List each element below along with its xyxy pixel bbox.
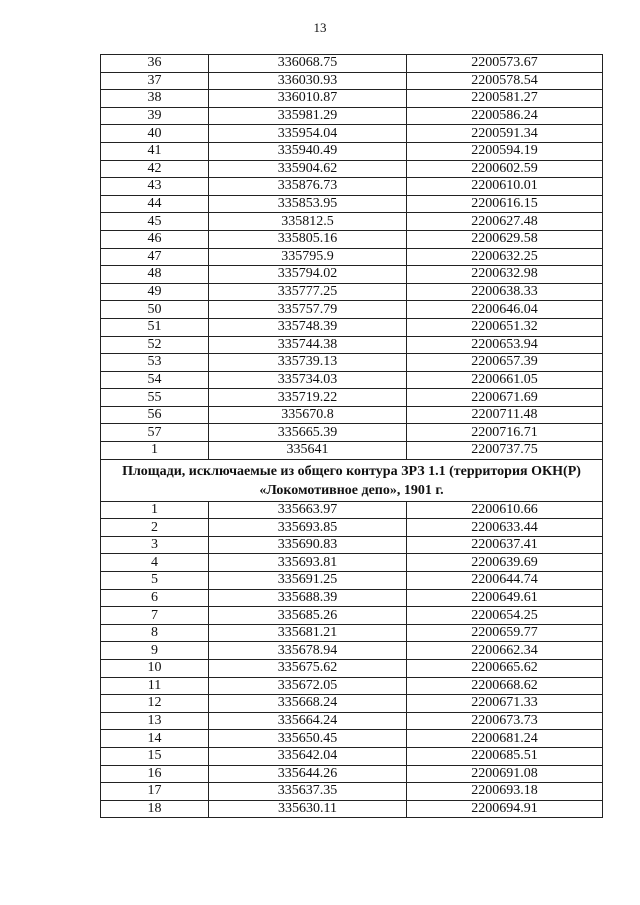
x-coordinate-cell: 335642.04 bbox=[209, 747, 407, 765]
y-coordinate-cell: 2200673.73 bbox=[407, 712, 603, 730]
point-number-cell: 50 bbox=[101, 301, 209, 319]
x-coordinate-cell: 335734.03 bbox=[209, 371, 407, 389]
y-coordinate-cell: 2200610.01 bbox=[407, 178, 603, 196]
x-coordinate-cell: 335630.11 bbox=[209, 800, 407, 818]
y-coordinate-cell: 2200638.33 bbox=[407, 283, 603, 301]
table-row bbox=[101, 589, 603, 607]
y-coordinate-cell: 2200639.69 bbox=[407, 554, 603, 572]
section-header-group bbox=[101, 459, 603, 501]
x-coordinate-cell: 335757.79 bbox=[209, 301, 407, 319]
table-row bbox=[101, 572, 603, 590]
y-coordinate-cell: 2200661.05 bbox=[407, 371, 603, 389]
point-number-cell: 39 bbox=[101, 107, 209, 125]
x-coordinate-cell: 335675.62 bbox=[209, 660, 407, 678]
y-coordinate-cell: 2200662.34 bbox=[407, 642, 603, 660]
y-coordinate-cell: 2200632.98 bbox=[407, 266, 603, 284]
x-coordinate-cell: 335665.39 bbox=[209, 424, 407, 442]
table-row bbox=[101, 660, 603, 678]
y-coordinate-cell: 2200629.58 bbox=[407, 230, 603, 248]
x-coordinate-cell: 335876.73 bbox=[209, 178, 407, 196]
table-row bbox=[101, 125, 603, 143]
table-row bbox=[101, 677, 603, 695]
table-row bbox=[101, 72, 603, 90]
table-row bbox=[101, 195, 603, 213]
table-row bbox=[101, 142, 603, 160]
x-coordinate-cell: 335739.13 bbox=[209, 354, 407, 372]
table-row bbox=[101, 424, 603, 442]
table-row bbox=[101, 90, 603, 108]
table-row bbox=[101, 442, 603, 460]
point-number-cell: 36 bbox=[101, 55, 209, 73]
x-coordinate-cell: 335650.45 bbox=[209, 730, 407, 748]
x-coordinate-cell: 335795.9 bbox=[209, 248, 407, 266]
point-number-cell: 42 bbox=[101, 160, 209, 178]
y-coordinate-cell: 2200665.62 bbox=[407, 660, 603, 678]
y-coordinate-cell: 2200659.77 bbox=[407, 624, 603, 642]
point-number-cell: 18 bbox=[101, 800, 209, 818]
y-coordinate-cell: 2200737.75 bbox=[407, 442, 603, 460]
table-row bbox=[101, 765, 603, 783]
x-coordinate-cell: 335663.97 bbox=[209, 501, 407, 519]
y-coordinate-cell: 2200651.32 bbox=[407, 318, 603, 336]
point-number-cell: 15 bbox=[101, 747, 209, 765]
y-coordinate-cell: 2200633.44 bbox=[407, 519, 603, 537]
table-row bbox=[101, 406, 603, 424]
table-row bbox=[101, 283, 603, 301]
point-number-cell: 1 bbox=[101, 442, 209, 460]
x-coordinate-cell: 336030.93 bbox=[209, 72, 407, 90]
table-row bbox=[101, 213, 603, 231]
table-row bbox=[101, 783, 603, 801]
x-coordinate-cell: 335685.26 bbox=[209, 607, 407, 625]
point-number-cell: 9 bbox=[101, 642, 209, 660]
point-number-cell: 16 bbox=[101, 765, 209, 783]
y-coordinate-cell: 2200602.59 bbox=[407, 160, 603, 178]
table-row bbox=[101, 336, 603, 354]
y-coordinate-cell: 2200591.34 bbox=[407, 125, 603, 143]
table-row bbox=[101, 695, 603, 713]
point-number-cell: 8 bbox=[101, 624, 209, 642]
point-number-cell: 57 bbox=[101, 424, 209, 442]
y-coordinate-cell: 2200573.67 bbox=[407, 55, 603, 73]
y-coordinate-cell: 2200685.51 bbox=[407, 747, 603, 765]
x-coordinate-cell: 335664.24 bbox=[209, 712, 407, 730]
point-number-cell: 37 bbox=[101, 72, 209, 90]
point-number-cell: 13 bbox=[101, 712, 209, 730]
table-row bbox=[101, 747, 603, 765]
x-coordinate-cell: 335954.04 bbox=[209, 125, 407, 143]
table-row bbox=[101, 607, 603, 625]
table-row bbox=[101, 730, 603, 748]
table-row bbox=[101, 230, 603, 248]
y-coordinate-cell: 2200637.41 bbox=[407, 536, 603, 554]
x-coordinate-cell: 335690.83 bbox=[209, 536, 407, 554]
y-coordinate-cell: 2200610.66 bbox=[407, 501, 603, 519]
table-row bbox=[101, 371, 603, 389]
x-coordinate-cell: 335693.81 bbox=[209, 554, 407, 572]
table-row bbox=[101, 301, 603, 319]
point-number-cell: 12 bbox=[101, 695, 209, 713]
table-row bbox=[101, 248, 603, 266]
point-number-cell: 48 bbox=[101, 266, 209, 284]
point-number-cell: 53 bbox=[101, 354, 209, 372]
table-row bbox=[101, 642, 603, 660]
point-number-cell: 51 bbox=[101, 318, 209, 336]
y-coordinate-cell: 2200654.25 bbox=[407, 607, 603, 625]
x-coordinate-cell: 335777.25 bbox=[209, 283, 407, 301]
x-coordinate-cell: 335637.35 bbox=[209, 783, 407, 801]
point-number-cell: 17 bbox=[101, 783, 209, 801]
y-coordinate-cell: 2200644.74 bbox=[407, 572, 603, 590]
point-number-cell: 54 bbox=[101, 371, 209, 389]
table-row bbox=[101, 519, 603, 537]
y-coordinate-cell: 2200632.25 bbox=[407, 248, 603, 266]
coordinates-rows-before bbox=[101, 55, 603, 460]
point-number-cell: 11 bbox=[101, 677, 209, 695]
point-number-cell: 55 bbox=[101, 389, 209, 407]
x-coordinate-cell: 335812.5 bbox=[209, 213, 407, 231]
point-number-cell: 1 bbox=[101, 501, 209, 519]
y-coordinate-cell: 2200616.15 bbox=[407, 195, 603, 213]
x-coordinate-cell: 335744.38 bbox=[209, 336, 407, 354]
table-row bbox=[101, 536, 603, 554]
point-number-cell: 2 bbox=[101, 519, 209, 537]
x-coordinate-cell: 335719.22 bbox=[209, 389, 407, 407]
y-coordinate-cell: 2200681.24 bbox=[407, 730, 603, 748]
y-coordinate-cell: 2200671.33 bbox=[407, 695, 603, 713]
table-row bbox=[101, 266, 603, 284]
x-coordinate-cell: 336068.75 bbox=[209, 55, 407, 73]
y-coordinate-cell: 2200657.39 bbox=[407, 354, 603, 372]
x-coordinate-cell: 336010.87 bbox=[209, 90, 407, 108]
x-coordinate-cell: 335904.62 bbox=[209, 160, 407, 178]
x-coordinate-cell: 335940.49 bbox=[209, 142, 407, 160]
table-row bbox=[101, 389, 603, 407]
table-row bbox=[101, 160, 603, 178]
y-coordinate-cell: 2200694.91 bbox=[407, 800, 603, 818]
x-coordinate-cell: 335668.24 bbox=[209, 695, 407, 713]
x-coordinate-cell: 335678.94 bbox=[209, 642, 407, 660]
table-row bbox=[101, 624, 603, 642]
point-number-cell: 5 bbox=[101, 572, 209, 590]
table-row bbox=[101, 107, 603, 125]
table-row bbox=[101, 800, 603, 818]
x-coordinate-cell: 335670.8 bbox=[209, 406, 407, 424]
table-row bbox=[101, 354, 603, 372]
y-coordinate-cell: 2200653.94 bbox=[407, 336, 603, 354]
x-coordinate-cell: 335672.05 bbox=[209, 677, 407, 695]
x-coordinate-cell: 335691.25 bbox=[209, 572, 407, 590]
table-row bbox=[101, 501, 603, 519]
x-coordinate-cell: 335688.39 bbox=[209, 589, 407, 607]
x-coordinate-cell: 335641 bbox=[209, 442, 407, 460]
point-number-cell: 41 bbox=[101, 142, 209, 160]
point-number-cell: 6 bbox=[101, 589, 209, 607]
point-number-cell: 10 bbox=[101, 660, 209, 678]
point-number-cell: 7 bbox=[101, 607, 209, 625]
x-coordinate-cell: 335981.29 bbox=[209, 107, 407, 125]
point-number-cell: 56 bbox=[101, 406, 209, 424]
table-row bbox=[101, 178, 603, 196]
y-coordinate-cell: 2200594.19 bbox=[407, 142, 603, 160]
coordinates-table bbox=[100, 54, 603, 818]
point-number-cell: 40 bbox=[101, 125, 209, 143]
table-row bbox=[101, 712, 603, 730]
section-header: Площади, исключаемые из общего контура ЗРЗ 1.1 (территория ОКН(Р) «Локомотивное депо», 1901 г. bbox=[101, 459, 603, 501]
page-number: 13 bbox=[313, 20, 327, 35]
table-row bbox=[101, 554, 603, 572]
x-coordinate-cell: 335805.16 bbox=[209, 230, 407, 248]
y-coordinate-cell: 2200649.61 bbox=[407, 589, 603, 607]
y-coordinate-cell: 2200671.69 bbox=[407, 389, 603, 407]
point-number-cell: 43 bbox=[101, 178, 209, 196]
section-header-row bbox=[101, 459, 603, 501]
x-coordinate-cell: 335853.95 bbox=[209, 195, 407, 213]
y-coordinate-cell: 2200691.08 bbox=[407, 765, 603, 783]
table-row bbox=[101, 318, 603, 336]
point-number-cell: 46 bbox=[101, 230, 209, 248]
point-number-cell: 38 bbox=[101, 90, 209, 108]
x-coordinate-cell: 335748.39 bbox=[209, 318, 407, 336]
point-number-cell: 45 bbox=[101, 213, 209, 231]
x-coordinate-cell: 335693.85 bbox=[209, 519, 407, 537]
y-coordinate-cell: 2200578.54 bbox=[407, 72, 603, 90]
point-number-cell: 49 bbox=[101, 283, 209, 301]
point-number-cell: 47 bbox=[101, 248, 209, 266]
point-number-cell: 44 bbox=[101, 195, 209, 213]
x-coordinate-cell: 335794.02 bbox=[209, 266, 407, 284]
x-coordinate-cell: 335681.21 bbox=[209, 624, 407, 642]
y-coordinate-cell: 2200586.24 bbox=[407, 107, 603, 125]
coordinates-rows-after bbox=[101, 501, 603, 818]
y-coordinate-cell: 2200646.04 bbox=[407, 301, 603, 319]
y-coordinate-cell: 2200627.48 bbox=[407, 213, 603, 231]
y-coordinate-cell: 2200711.48 bbox=[407, 406, 603, 424]
point-number-cell: 14 bbox=[101, 730, 209, 748]
y-coordinate-cell: 2200581.27 bbox=[407, 90, 603, 108]
y-coordinate-cell: 2200693.18 bbox=[407, 783, 603, 801]
y-coordinate-cell: 2200716.71 bbox=[407, 424, 603, 442]
x-coordinate-cell: 335644.26 bbox=[209, 765, 407, 783]
point-number-cell: 3 bbox=[101, 536, 209, 554]
y-coordinate-cell: 2200668.62 bbox=[407, 677, 603, 695]
point-number-cell: 52 bbox=[101, 336, 209, 354]
table-row bbox=[101, 55, 603, 73]
point-number-cell: 4 bbox=[101, 554, 209, 572]
